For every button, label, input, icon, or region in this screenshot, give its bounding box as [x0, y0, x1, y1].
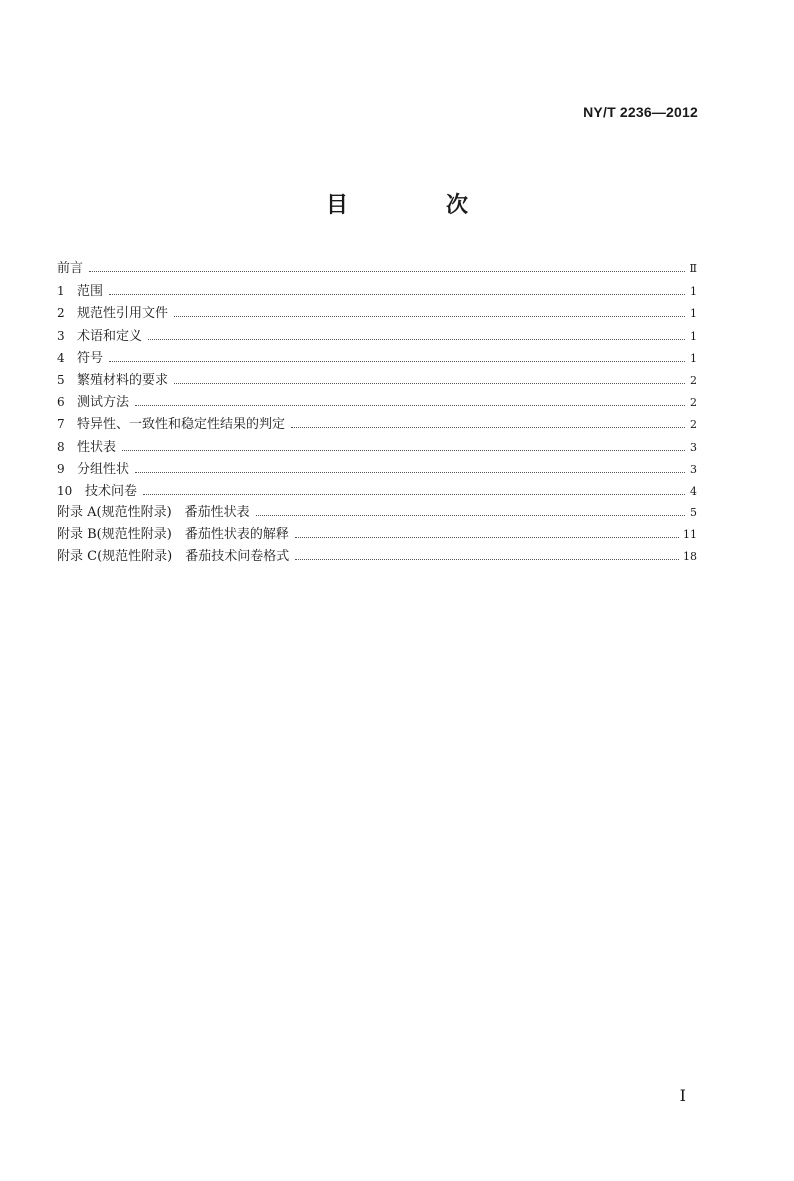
toc-entry-label: 技术问卷 — [85, 483, 138, 499]
toc-entry-number: 1 — [57, 284, 65, 299]
toc-entry-number: 3 — [57, 328, 65, 343]
toc-entry-dus-judgement[interactable] — [57, 413, 697, 435]
toc-entry-label: 附录 A(规范性附录) 番茄性状表 — [57, 505, 250, 521]
toc-entry-page: 5 — [690, 506, 697, 520]
toc-entry-label: 术语和定义 — [77, 328, 143, 344]
toc-leader — [174, 315, 685, 317]
toc-entry-annex-b[interactable] — [57, 524, 697, 546]
toc-leader — [109, 293, 685, 295]
toc-entry-page: 2 — [690, 396, 697, 410]
toc-entry-number: 8 — [57, 439, 65, 454]
toc-entry-label: 分组性状 — [77, 461, 130, 477]
toc-entry-page: 3 — [690, 462, 697, 476]
toc-entry-label: 符号 — [77, 350, 104, 366]
toc-leader — [122, 449, 685, 451]
toc-leader — [174, 382, 685, 384]
toc-entry-page: 2 — [690, 373, 697, 387]
toc-leader — [148, 338, 685, 340]
toc-entry-characteristics-table[interactable] — [57, 436, 697, 458]
toc-leader — [295, 558, 679, 560]
toc-entry-page: 1 — [690, 329, 697, 343]
toc-entry-label: 性状表 — [77, 439, 117, 455]
toc-leader — [256, 514, 685, 516]
toc-entry-page: 11 — [683, 528, 697, 542]
table-of-contents — [57, 258, 697, 569]
toc-entry-annex-a[interactable] — [57, 502, 697, 524]
toc-entry-technical-questionnaire[interactable] — [57, 480, 697, 502]
toc-entry-number: 9 — [57, 461, 65, 476]
toc-entry-symbols[interactable] — [57, 347, 697, 369]
toc-entry-label: 前言 — [57, 261, 84, 276]
toc-entry-foreword[interactable] — [57, 258, 697, 280]
toc-entry-page: 2 — [690, 418, 697, 432]
page-title: 目 次 — [325, 192, 506, 218]
toc-leader — [109, 360, 685, 362]
toc-leader — [291, 426, 685, 428]
toc-entry-label: 规范性引用文件 — [77, 306, 169, 322]
toc-entry-page: Ⅱ — [689, 262, 697, 275]
toc-entry-page: 3 — [690, 440, 697, 454]
toc-entry-page: 18 — [683, 550, 697, 564]
toc-entry-annex-c[interactable] — [57, 546, 697, 568]
toc-entry-number: 5 — [57, 372, 65, 387]
toc-entry-page: 4 — [690, 484, 697, 498]
toc-leader — [295, 536, 679, 538]
toc-entry-number: 7 — [57, 417, 65, 432]
toc-leader — [143, 493, 685, 495]
toc-entry-label: 范围 — [77, 284, 104, 300]
toc-entry-number: 2 — [57, 306, 65, 321]
toc-entry-page: 1 — [690, 285, 697, 299]
toc-entry-scope[interactable] — [57, 280, 697, 302]
toc-entry-page: 1 — [690, 351, 697, 365]
toc-leader — [135, 471, 685, 473]
toc-entry-number: 6 — [57, 395, 65, 410]
toc-entry-propagation-material[interactable] — [57, 369, 697, 391]
toc-leader — [89, 270, 685, 272]
toc-entry-label: 特异性、一致性和稳定性结果的判定 — [77, 417, 286, 433]
page-number: I — [679, 1086, 686, 1105]
toc-entry-label: 附录 C(规范性附录) 番茄技术问卷格式 — [57, 549, 290, 565]
standard-number: NY/T 2236—2012 — [583, 104, 698, 120]
toc-entry-number: 4 — [57, 350, 65, 365]
toc-entry-terms-definitions[interactable] — [57, 325, 697, 347]
toc-entry-label: 测试方法 — [77, 395, 130, 411]
toc-entry-normative-references[interactable] — [57, 302, 697, 324]
toc-entry-number: 10 — [57, 483, 73, 498]
toc-entry-grouping-characteristics[interactable] — [57, 458, 697, 480]
toc-leader — [135, 404, 685, 406]
toc-entry-label: 繁殖材料的要求 — [77, 372, 169, 388]
toc-entry-page: 1 — [690, 307, 697, 321]
toc-entry-label: 附录 B(规范性附录) 番茄性状表的解释 — [57, 527, 289, 543]
toc-entry-test-methods[interactable] — [57, 391, 697, 413]
